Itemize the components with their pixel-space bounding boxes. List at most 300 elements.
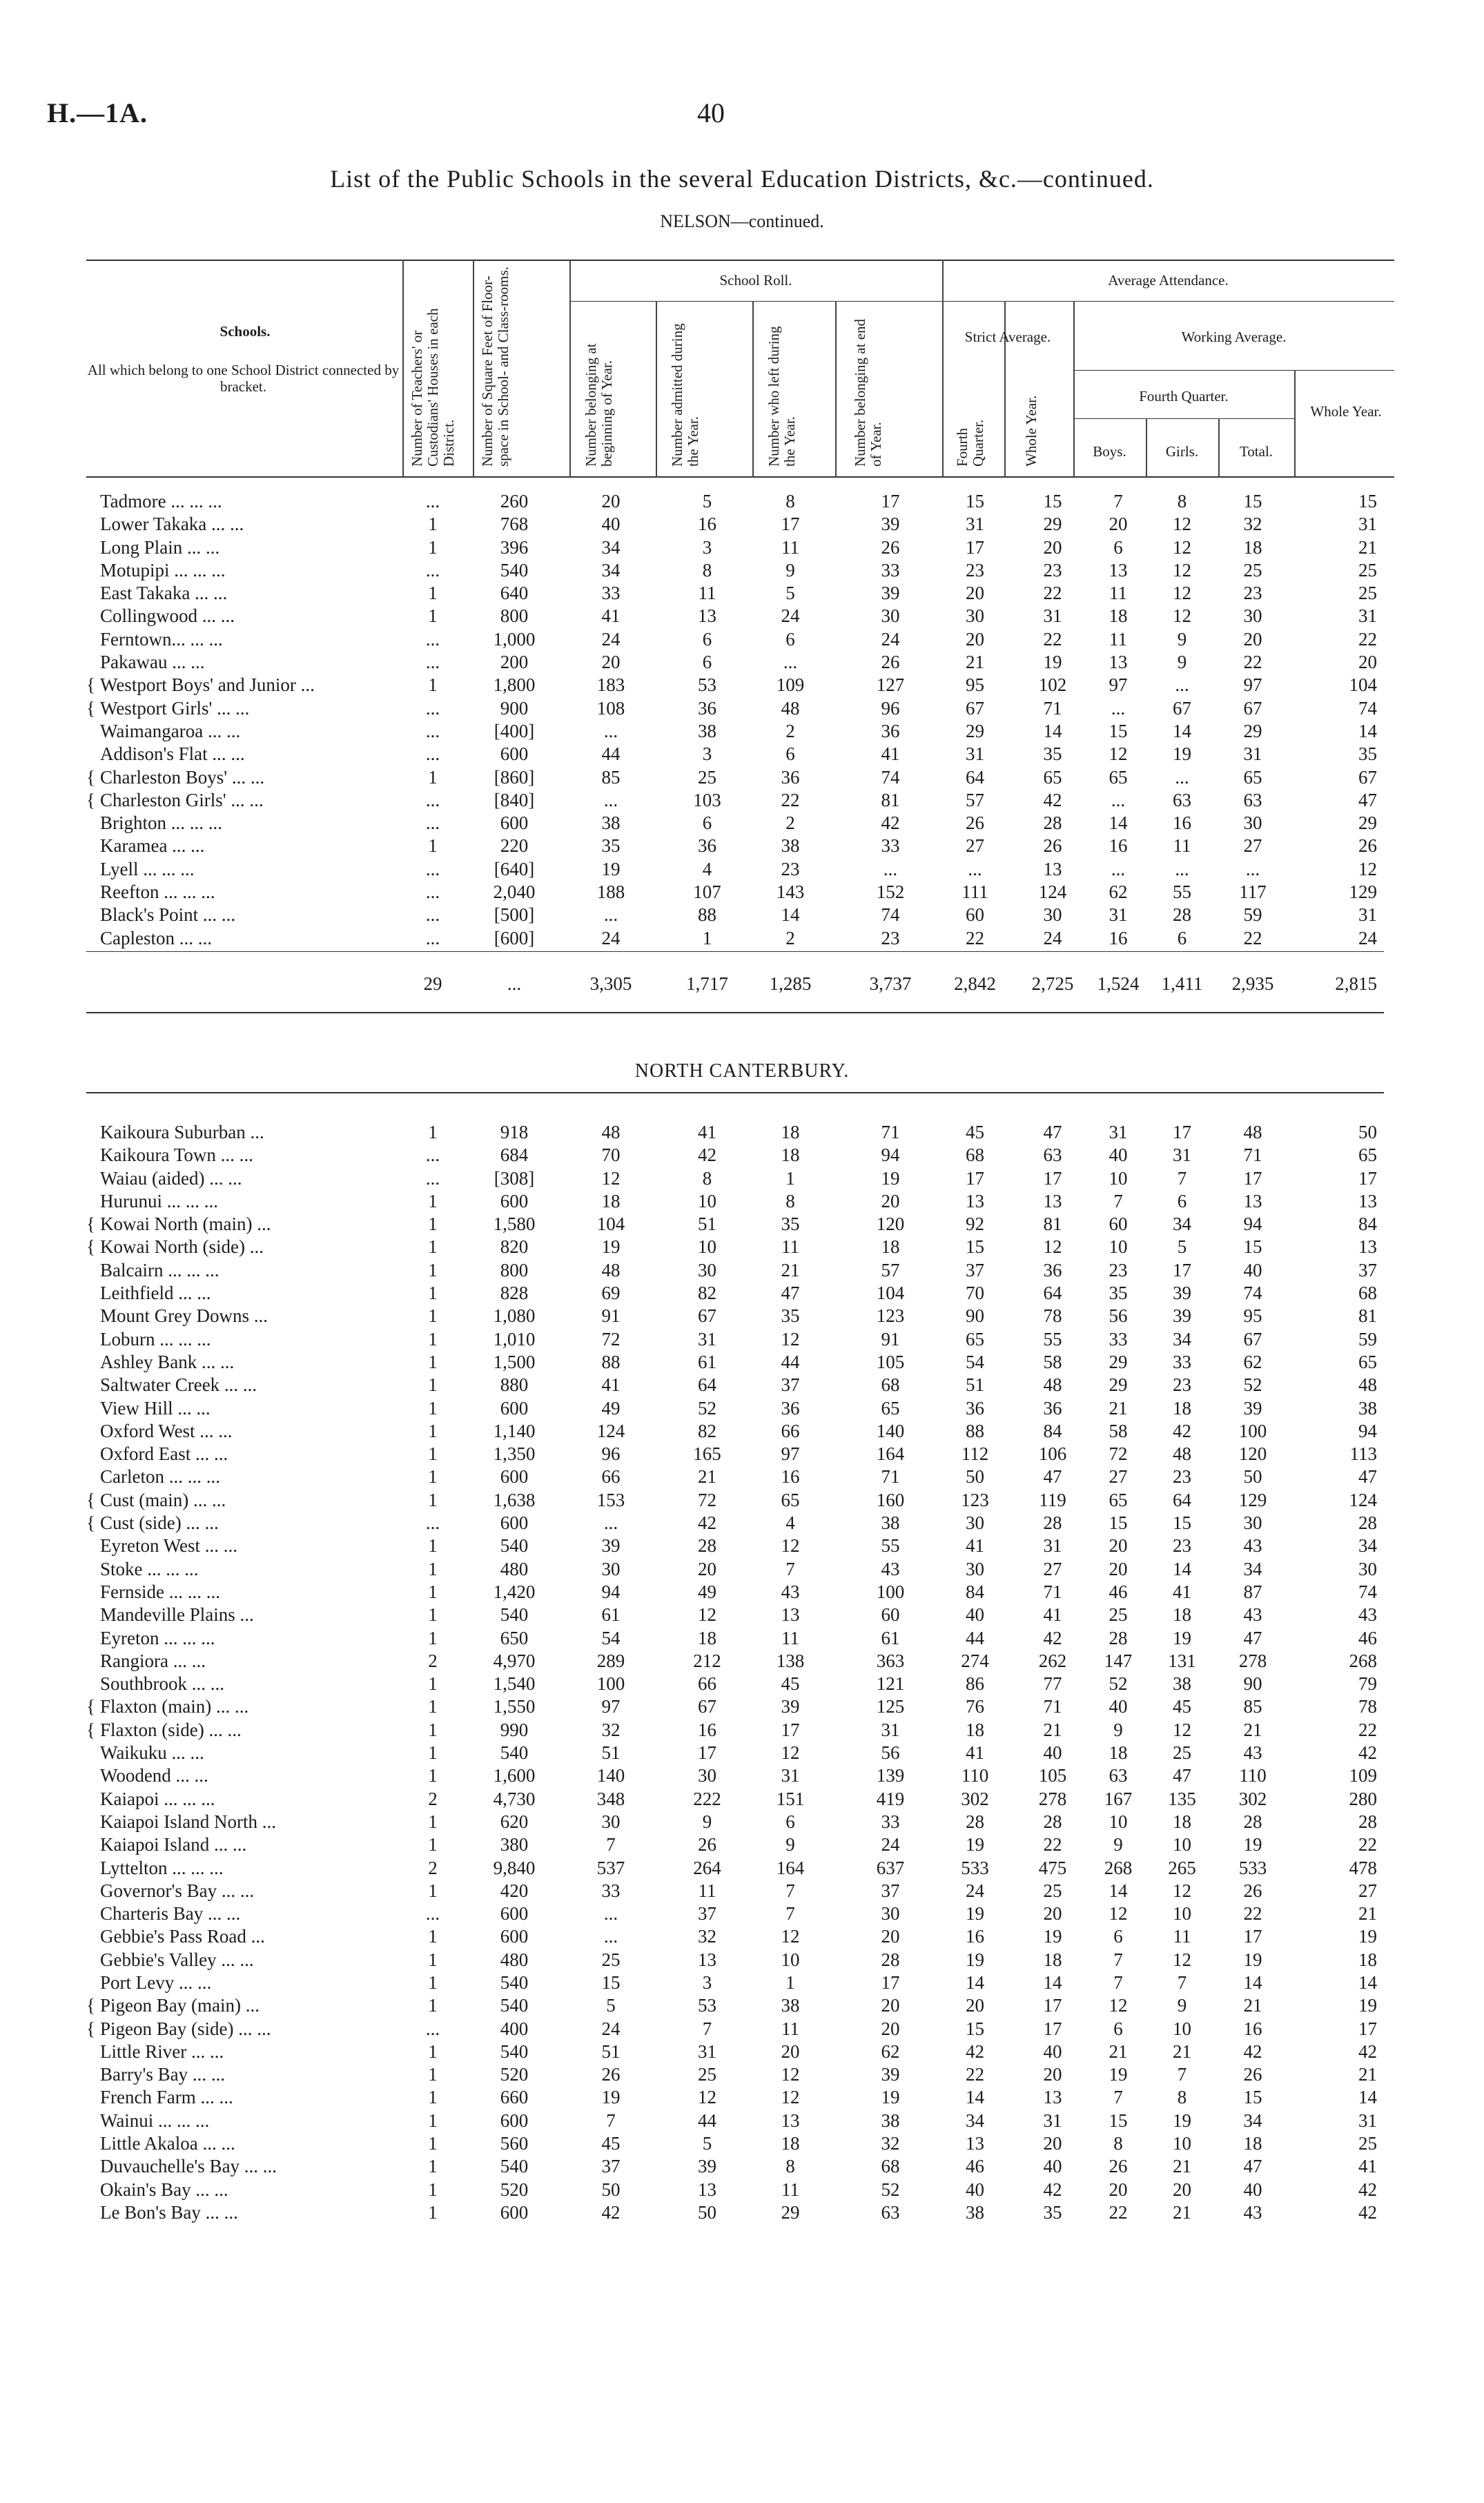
strict-whole-year-cell: 23 — [1043, 559, 1062, 581]
roll-left-cell: 6 — [785, 1811, 795, 1832]
roll-admitted-cell: 13 — [698, 1949, 716, 1970]
roll-end-cell: 52 — [881, 2179, 900, 2200]
roll-end-cell: 18 — [881, 1236, 900, 1258]
girls-cell: 41 — [1173, 1581, 1191, 1602]
roll-left-cell: 8 — [785, 2156, 795, 2177]
strict-whole-year-cell: 48 — [1043, 1374, 1062, 1396]
whole-year-cell: 42 — [1358, 2041, 1377, 2062]
strict-whole-year-cell: 63 — [1043, 1145, 1062, 1166]
roll-left-cell: 21 — [781, 1259, 800, 1280]
boys-cell: 27 — [1109, 1466, 1128, 1488]
roll-end-cell: 17 — [881, 1971, 900, 1993]
strict-whole-year-cell: 17 — [1043, 2018, 1062, 2039]
school-name: Ferntown... ... ... — [100, 628, 223, 650]
floor-space-cell: 600 — [500, 1512, 529, 1534]
strict-whole-year-cell: 41 — [1043, 1604, 1062, 1626]
roll-end-cell: 26 — [881, 536, 900, 558]
whole-year-cell: 109 — [1349, 1765, 1377, 1786]
total-total: 2,935 — [1231, 973, 1274, 994]
total-cell: 40 — [1243, 2179, 1262, 2200]
table-row — [86, 1604, 1384, 1626]
whole-year-cell: 19 — [1358, 1926, 1377, 1947]
boys-cell: 33 — [1109, 1328, 1128, 1350]
boys-cell: 35 — [1109, 1283, 1128, 1304]
girls-cell: 19 — [1173, 743, 1191, 765]
whole-year-cell: 25 — [1358, 559, 1377, 581]
roll-end-cell: 363 — [876, 1650, 905, 1671]
total-cell: 129 — [1238, 1489, 1267, 1510]
school-name: Saltwater Creek ... ... — [100, 1374, 257, 1396]
strict-whole-year-cell: 64 — [1043, 1283, 1062, 1304]
roll-begin-cell: 104 — [596, 1214, 625, 1235]
table-row — [86, 513, 1384, 536]
floor-space-cell: 1,420 — [493, 1581, 536, 1602]
girls-cell: 19 — [1173, 2110, 1191, 2131]
strict-fourth-quarter-cell: 90 — [966, 1305, 984, 1327]
roll-admitted-cell: 52 — [698, 1397, 716, 1419]
floor-space-cell: 800 — [500, 1259, 529, 1280]
strict-whole-year-cell: 19 — [1043, 1926, 1062, 1947]
schools-header: Schools. — [219, 323, 271, 340]
teachers-cell: 1 — [428, 1397, 438, 1419]
strict-whole-year-cell: 31 — [1043, 605, 1062, 627]
total-cell: 85 — [1243, 1696, 1262, 1717]
roll-end-cell: 140 — [876, 1420, 905, 1441]
boys-cell: 25 — [1109, 1604, 1128, 1626]
floor-space-cell: 520 — [500, 2064, 529, 2085]
floor-space-cell: 600 — [500, 1926, 529, 1947]
floor-space-cell: 600 — [500, 743, 529, 765]
bracket: { — [86, 766, 95, 788]
school-name: Kaikoura Town ... ... — [100, 1145, 253, 1166]
whole-year-cell: 31 — [1358, 514, 1377, 535]
girls-cell: 33 — [1173, 1351, 1191, 1372]
roll-left-cell: 7 — [785, 1558, 795, 1579]
whole-year-cell: 31 — [1358, 904, 1377, 926]
roll-left-cell: 38 — [781, 835, 800, 857]
strict-fourth-quarter-cell: 36 — [966, 1397, 984, 1419]
whole-year-cell: 42 — [1358, 2179, 1377, 2200]
roll-end-cell: 28 — [881, 1949, 900, 1970]
table-row — [86, 1558, 1384, 1581]
teachers-cell: ... — [425, 927, 440, 948]
school-name: Pakawau ... ... — [100, 652, 205, 673]
roll-begin-cell: 94 — [601, 1581, 621, 1602]
roll-end-cell: 57 — [881, 1259, 900, 1280]
strict-whole-year-cell: 29 — [1043, 514, 1062, 535]
whole-year-cell: 124 — [1349, 1489, 1377, 1510]
table-row — [86, 720, 1384, 743]
roll-left-cell: 12 — [781, 2064, 800, 2085]
strict-whole-year-cell: 31 — [1043, 2110, 1062, 2131]
floor-space-cell: 600 — [500, 1190, 529, 1211]
roll-admitted-cell: 36 — [698, 835, 716, 857]
roll-left-cell: 37 — [781, 1374, 800, 1396]
roll-left-cell: 8 — [785, 1190, 795, 1211]
whole-year-cell: 67 — [1358, 766, 1377, 788]
whole-year-cell: 47 — [1358, 1466, 1377, 1488]
strict-fourth-quarter-cell: 22 — [966, 927, 984, 948]
roll-begin-cell: 183 — [596, 674, 625, 696]
floor-space-cell: 1,010 — [493, 1328, 536, 1350]
boys-cell: 65 — [1109, 1489, 1128, 1510]
teachers-cell: 1 — [428, 1581, 438, 1602]
strict-fourth-quarter-cell: 46 — [966, 2156, 984, 2177]
roll-admitted-cell: 264 — [693, 1857, 721, 1878]
floor-space-cell: 820 — [500, 1236, 529, 1258]
roll-begin-cell: 108 — [596, 697, 625, 719]
school-name: Flaxton (main) ... ... — [100, 1696, 249, 1717]
school-name: Flaxton (side) ... ... — [100, 1719, 242, 1740]
teachers-cell: ... — [425, 1167, 440, 1189]
total-cell: 19 — [1243, 1834, 1262, 1856]
roll-admitted-cell: 30 — [698, 1259, 716, 1280]
strict-fourth-quarter-cell: 26 — [966, 812, 984, 834]
floor-space-cell: 1,140 — [493, 1420, 536, 1441]
roll-left-cell: 11 — [781, 2179, 799, 2200]
roll-end-cell: 63 — [881, 2201, 900, 2223]
school-name: Kaiapoi Island ... ... — [100, 1834, 247, 1856]
roll-begin-cell: 54 — [601, 1627, 621, 1648]
roll-left-cell: 8 — [785, 491, 795, 512]
total-cell: 15 — [1243, 491, 1262, 512]
girls-cell: 14 — [1173, 1558, 1191, 1579]
total-cell: 21 — [1243, 1719, 1262, 1740]
whole-year-cell: 28 — [1358, 1811, 1377, 1832]
school-name: Kaikoura Suburban ... — [100, 1122, 264, 1142]
floor-space-cell: 1,500 — [493, 1351, 536, 1372]
strict-whole-year-cell: 20 — [1043, 2133, 1062, 2154]
roll-end-cell: 19 — [881, 2087, 900, 2108]
girls-cell: 38 — [1173, 1673, 1191, 1695]
total-cell: 34 — [1243, 1558, 1262, 1579]
roll-end-cell: 160 — [876, 1489, 905, 1510]
total-cell: 52 — [1243, 1374, 1262, 1396]
strict-whole-year-cell: 475 — [1038, 1857, 1067, 1878]
roll-admitted-cell: 88 — [698, 904, 716, 926]
roll-left-cell: 12 — [781, 1926, 800, 1947]
school-name: Addison's Flat ... ... — [100, 743, 245, 765]
school-roll-header: School Roll. — [719, 272, 792, 289]
floor-space-cell: 600 — [500, 812, 529, 834]
roll-left-cell: 10 — [781, 1949, 800, 1970]
page-number: 40 — [697, 97, 725, 128]
whole-year-cell: 42 — [1358, 1742, 1377, 1764]
table-row — [86, 2041, 1384, 2063]
whole-year-cell: 13 — [1358, 1236, 1377, 1258]
total-teachers: 29 — [423, 973, 442, 994]
roll-admitted-cell: 66 — [698, 1673, 716, 1695]
roll-admitted-cell: 10 — [698, 1190, 716, 1211]
roll-end-cell: 20 — [881, 2018, 900, 2039]
boys-cell: 26 — [1109, 2156, 1128, 2177]
strict-whole-year-cell: 17 — [1043, 1995, 1062, 2016]
total-cell: 47 — [1243, 2156, 1262, 2177]
boys-cell: 15 — [1109, 720, 1128, 741]
total-cell: 94 — [1243, 1214, 1262, 1235]
roll-left-cell: 18 — [781, 1122, 800, 1142]
strict-whole-year-cell: 106 — [1038, 1443, 1067, 1465]
table-row — [86, 697, 1384, 720]
total-cell: 47 — [1243, 1627, 1262, 1648]
strict-whole-year-cell: 36 — [1043, 1397, 1062, 1419]
whole-year-cell: 81 — [1358, 1305, 1377, 1327]
working-average-header: Working Average. — [1181, 329, 1287, 345]
roll-left-cell: 97 — [781, 1443, 800, 1465]
total-cell: 120 — [1238, 1443, 1267, 1465]
boys-cell: 20 — [1109, 1535, 1128, 1557]
strict-whole-year-cell: 124 — [1038, 882, 1067, 903]
whole-year-cell: 68 — [1358, 1283, 1377, 1304]
roll-begin-cell: 124 — [596, 1420, 625, 1441]
whole-year-cell: 27 — [1358, 1880, 1377, 1901]
total-cell: 30 — [1243, 1512, 1262, 1534]
table-row — [86, 1925, 1384, 1948]
total-cell: 48 — [1243, 1122, 1262, 1142]
strict-fourth-quarter-cell: 30 — [966, 1512, 984, 1534]
roll-begin-cell: 91 — [601, 1305, 621, 1327]
table-row — [86, 1695, 1384, 1718]
school-name: Collingwood ... ... — [100, 605, 235, 627]
total-cell: 533 — [1238, 1857, 1267, 1878]
girls-cell: 5 — [1177, 1236, 1187, 1258]
floor-space-cell: 1,638 — [493, 1489, 536, 1510]
roll-admitted-cell: 41 — [698, 1122, 716, 1142]
whole-year-cell: 43 — [1358, 1604, 1377, 1626]
teachers-cell: 1 — [428, 1627, 438, 1648]
whole-year-cell: 74 — [1358, 697, 1377, 719]
strict-fourth-quarter-cell: 54 — [966, 1351, 984, 1372]
total-cell: 74 — [1243, 1283, 1262, 1304]
teachers-cell: 1 — [428, 2087, 438, 2108]
roll-left-cell: 11 — [781, 2018, 799, 2039]
roll-begin-cell: 24 — [601, 2018, 621, 2039]
strict-fourth-quarter-cell: 40 — [966, 2179, 984, 2200]
roll-admitted-cell: 222 — [693, 1788, 721, 1809]
teachers-cell: ... — [425, 789, 440, 810]
teachers-cell: 1 — [428, 2110, 438, 2131]
roll-admitted-cell: 6 — [702, 628, 712, 650]
roll-end-cell: 71 — [881, 1122, 900, 1142]
teachers-cell: 1 — [428, 1122, 438, 1142]
roll-admitted-cell: 82 — [698, 1283, 716, 1304]
table-row — [86, 1328, 1384, 1351]
average-attendance-header: Average Attendance. — [1108, 272, 1229, 289]
roll-begin-cell: 100 — [596, 1673, 625, 1695]
roll-end-cell: 19 — [881, 1167, 900, 1189]
roll-left-cell: 12 — [781, 1742, 800, 1764]
girls-cell: 18 — [1173, 1397, 1191, 1419]
floor-space-cell: 1,800 — [493, 674, 536, 696]
whole-year-cell: 14 — [1358, 720, 1377, 741]
roll-end-cell: 30 — [881, 605, 900, 627]
roll-begin-cell: ... — [603, 789, 618, 810]
girls-cell: 67 — [1173, 697, 1191, 719]
teachers-cell: ... — [425, 1903, 440, 1925]
strict-whole-year-cell: 65 — [1043, 766, 1062, 788]
roll-end-cell: 42 — [881, 812, 900, 834]
girls-cell: 9 — [1177, 1995, 1187, 2016]
whole-year-cell: 31 — [1358, 2110, 1377, 2131]
roll-left-cell: 39 — [781, 1696, 800, 1717]
roll-left-cell: 7 — [785, 1903, 795, 1925]
strict-fourth-quarter-cell: 95 — [966, 674, 984, 696]
floor-space-cell: 1,080 — [493, 1305, 536, 1327]
girls-cell: 7 — [1177, 2064, 1187, 2085]
teachers-cell: ... — [425, 882, 440, 903]
roll-left-cell: 9 — [785, 1834, 795, 1856]
girls-cell: 12 — [1173, 514, 1191, 535]
strict-fourth-quarter-cell: 50 — [966, 1466, 984, 1488]
total-cell: 40 — [1243, 1259, 1262, 1280]
table-row — [86, 2018, 1384, 2041]
roll-begin-cell: 38 — [601, 812, 621, 834]
bracket: { — [86, 1719, 95, 1740]
school-name: Brighton ... ... ... — [100, 812, 223, 834]
strict-fourth-quarter-header: Fourth Quarter. — [954, 419, 986, 467]
teachers-cell: 1 — [428, 1489, 438, 1510]
school-name: Oxford West ... ... — [100, 1420, 233, 1441]
roll-begin-cell: 19 — [601, 1236, 621, 1258]
girls-cell: 48 — [1173, 1443, 1191, 1465]
roll-end-cell: 36 — [881, 720, 900, 741]
whole-year-cell: 42 — [1358, 2201, 1377, 2223]
girls-cell: 7 — [1177, 1167, 1187, 1189]
total-cell: 15 — [1243, 1236, 1262, 1258]
girls-cell: 64 — [1173, 1489, 1191, 1510]
strict-whole-year-cell: 278 — [1038, 1788, 1067, 1809]
strict-fourth-quarter-cell: 41 — [966, 1742, 984, 1764]
strict-average-header: Strict Average. — [964, 329, 1051, 345]
bracket: { — [86, 697, 95, 719]
school-name: Little Akaloa ... ... — [100, 2133, 235, 2154]
total-cell: 34 — [1243, 2110, 1262, 2131]
strict-whole-year-cell: 35 — [1043, 743, 1062, 765]
school-name: Charleston Boys' ... ... — [100, 766, 265, 788]
floor-space-cell: [860] — [494, 766, 535, 788]
floor-space-cell: 684 — [500, 1145, 529, 1166]
strict-fourth-quarter-cell: 60 — [966, 904, 984, 926]
roll-admitted-cell: 31 — [698, 1328, 716, 1350]
school-name: View Hill ... ... — [100, 1397, 211, 1419]
girls-cell: 12 — [1173, 1949, 1191, 1970]
roll-end-cell: 43 — [881, 1558, 900, 1579]
girls-cell: 17 — [1173, 1259, 1191, 1280]
total-cell: 20 — [1243, 628, 1262, 650]
teachers-cell: 1 — [428, 1995, 438, 2016]
roll-admitted-cell: 107 — [693, 882, 721, 903]
strict-fourth-quarter-cell: 20 — [966, 1995, 984, 2016]
whole-year-cell: 65 — [1358, 1145, 1377, 1166]
girls-cell: 23 — [1173, 1535, 1191, 1557]
roll-left-cell: 20 — [781, 2041, 800, 2062]
boys-cell: 21 — [1109, 2041, 1128, 2062]
whole-year-cell: 280 — [1349, 1788, 1377, 1809]
roll-admitted-cell: 39 — [698, 2156, 716, 2177]
total-cell: 43 — [1243, 1604, 1262, 1626]
whole-year-cell: 19 — [1358, 1995, 1377, 2016]
bracket: { — [86, 1214, 95, 1235]
teachers-cell: ... — [425, 812, 440, 834]
roll-left-cell: 151 — [776, 1788, 805, 1809]
bracket: { — [86, 1995, 95, 2016]
north-canterbury-title: NORTH CANTERBURY. — [634, 1060, 850, 1082]
floor-space-cell: 420 — [500, 1880, 529, 1901]
floor-space-cell: 540 — [500, 1535, 529, 1557]
teachers-cell: 2 — [428, 1650, 438, 1671]
school-name: Port Levy ... ... — [100, 1971, 212, 1993]
strict-whole-year-cell: 28 — [1043, 1811, 1062, 1832]
total-cell: 43 — [1243, 1742, 1262, 1764]
roll-left-cell: 11 — [781, 1627, 799, 1648]
girls-cell: 14 — [1173, 720, 1191, 741]
teachers-cell: 1 — [428, 1259, 438, 1280]
floor-space-cell: 9,840 — [493, 1857, 536, 1878]
total-cell: 17 — [1243, 1926, 1262, 1947]
floor-space-cell: 380 — [500, 1834, 529, 1856]
whole-year-cell: 47 — [1358, 789, 1377, 810]
roll-left-cell: 6 — [785, 743, 795, 765]
strict-whole-year-cell: 21 — [1043, 1719, 1062, 1740]
whole-year-cell: 41 — [1358, 2156, 1377, 2177]
roll-end-cell: ... — [883, 858, 898, 879]
floor-space-cell: 220 — [500, 835, 529, 857]
school-name: Lower Takaka ... ... — [100, 514, 244, 535]
whole-year-cell: 21 — [1358, 1903, 1377, 1925]
school-name: Hurunui ... ... ... — [100, 1190, 218, 1211]
school-name: Lyell ... ... ... — [100, 858, 195, 879]
school-name: Woodend ... ... — [100, 1765, 208, 1786]
strict-fourth-quarter-cell: 84 — [966, 1581, 984, 1602]
school-name: Waimangaroa ... ... — [100, 720, 241, 741]
school-name: Stoke ... ... ... — [100, 1558, 199, 1579]
table-row — [86, 1880, 1384, 1902]
strict-whole-year-cell: 40 — [1043, 1742, 1062, 1764]
boys-cell: 20 — [1109, 2179, 1128, 2200]
strict-whole-year-cell: 71 — [1043, 697, 1062, 719]
boys-cell: 268 — [1104, 1857, 1133, 1878]
strict-fourth-quarter-cell: 110 — [961, 1765, 989, 1786]
school-name: Le Bon's Bay ... ... — [100, 2201, 238, 2223]
school-name: Pigeon Bay (main) ... — [100, 1995, 260, 2016]
boys-cell: 65 — [1109, 766, 1128, 788]
roll-begin-cell: 44 — [601, 743, 621, 765]
roll-left-cell: 24 — [781, 605, 800, 627]
school-name: Charleston Girls' ... ... — [100, 789, 264, 810]
boys-cell: 16 — [1109, 927, 1128, 948]
whole-year-cell: 25 — [1358, 583, 1377, 604]
teachers-cell: 2 — [428, 1857, 438, 1878]
roll-left-cell: 35 — [781, 1214, 800, 1235]
teachers-cell: 1 — [428, 1926, 438, 1947]
boys-cell: 19 — [1109, 2064, 1128, 2085]
roll-admitted-cell: 212 — [693, 1650, 721, 1671]
boys-cell: 11 — [1109, 583, 1127, 604]
roll-admitted-cell: 37 — [698, 1903, 716, 1925]
school-name: Karamea ... ... — [100, 835, 205, 857]
strict-whole-year-cell: 26 — [1043, 835, 1062, 857]
roll-admitted-cell: 103 — [693, 789, 721, 810]
roll-end-cell: 61 — [881, 1627, 900, 1648]
total-cell: 87 — [1243, 1581, 1262, 1602]
strict-whole-year-cell: 17 — [1043, 1167, 1062, 1189]
roll-left-cell: 2 — [785, 720, 795, 741]
roll-end-cell: 23 — [881, 927, 900, 948]
roll-end-cell: 127 — [876, 674, 905, 696]
teachers-cell: 1 — [428, 2041, 438, 2062]
table-row — [86, 490, 1384, 513]
floor-space-cell: 650 — [500, 1627, 529, 1648]
